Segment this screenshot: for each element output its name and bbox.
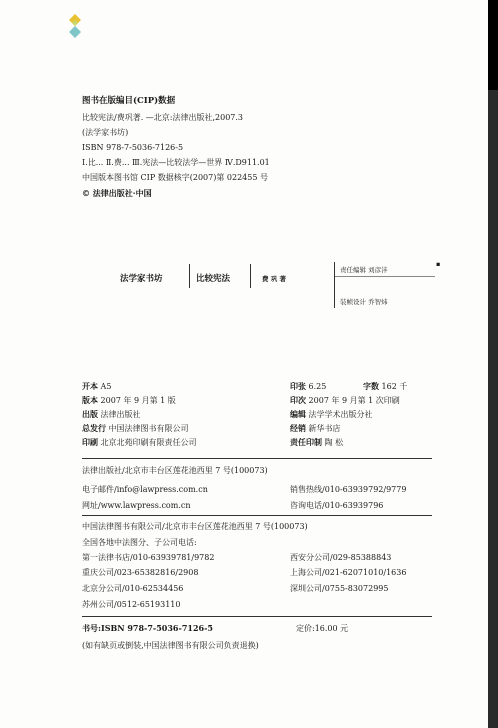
title-divider-3 (334, 262, 335, 308)
distributor-address: 中国法律图书有限公司/北京市丰台区莲花池西里 7 号(100073) (82, 522, 308, 531)
divider-2 (82, 515, 432, 516)
title-divider-2 (250, 264, 251, 288)
spec-edition-label: 版本 (82, 395, 98, 405)
branch-left-1: 第一法律书店/010-63939781/9782 (82, 553, 215, 562)
book-title: 比较宪法 (196, 274, 231, 284)
spec-format-value: A5 (100, 382, 112, 391)
spec-sheets-value: 6.25 (308, 382, 327, 391)
spec-printing-label: 印次 (290, 395, 306, 405)
spec-edition-value: 2007 年 9 月第 1 版 (100, 396, 176, 405)
diamond-logo-icon (68, 14, 82, 38)
cip-line-5: 中国版本图书馆 CIP 数据核字(2007)第 022455 号 (82, 173, 268, 182)
divider-3 (82, 616, 432, 617)
spec-printer-label: 印刷 (82, 437, 98, 447)
cip-line-4: Ⅰ.比... Ⅱ.费... Ⅲ.宪法—比较法学—世界 Ⅳ.D911.01 (82, 158, 270, 167)
branch-left-2: 重庆公司/023-65382816/2908 (82, 568, 199, 577)
spec-wordcount-value: 162 千 (381, 382, 408, 391)
cip-line-3: ISBN 978-7-5036-7126-5 (82, 143, 184, 152)
cip-line-1: 比较宪法/费巩著. —北京:法律出版社,2007.3 (82, 113, 244, 122)
spec-seller-label: 经销 (290, 423, 306, 433)
consult-phone: 咨询电话/010-63939796 (290, 501, 384, 510)
spec-wordcount-label: 字数 (363, 381, 379, 391)
branch-right-2: 上海公司/021-62071010/1636 (290, 568, 407, 577)
spec-printer-value: 北京北苑印刷有限责任公司 (100, 438, 197, 447)
return-note: (如有缺页或倒装,中国法律图书有限公司负责退换) (82, 641, 259, 650)
responsible-editor: 责任编辑 刘彦沣 (340, 266, 388, 274)
spec-publisher-label: 出版 (82, 409, 98, 419)
distributor-intro: 全国各地中法图分、子公司电话: (82, 538, 197, 547)
spec-editorial-value: 法学学术出版分社 (308, 410, 373, 419)
page-edge-strip-top (488, 0, 498, 90)
branch-left-4: 苏州公司/0512-65193110 (82, 600, 181, 609)
sales-hotline: 销售热线/010-63939792/9779 (290, 485, 407, 494)
series-name: 法学家书坊 (120, 274, 163, 284)
spec-printing-value: 2007 年 9 月第 1 次印刷 (308, 396, 400, 405)
publisher-email: 电子邮件/info@lawpress.com.cn (82, 485, 208, 494)
spec-sheets-label: 印张 (290, 381, 306, 391)
divider-1 (82, 458, 432, 459)
branch-left-3: 北京分公司/010-62534456 (82, 584, 184, 593)
editor-rule (335, 276, 435, 277)
branch-right-3: 深圳公司/0755-83072995 (290, 584, 389, 593)
corner-mark-icon: ▪ (436, 260, 441, 268)
spec-distributor-label: 总发行 (82, 423, 106, 433)
spec-format-label: 开本 (82, 381, 98, 391)
spec-distributor-value: 中国法律图书有限公司 (108, 424, 189, 433)
cip-title: 图书在版编目(CIP)数据 (82, 96, 176, 106)
publisher-address: 法律出版社/北京市丰台区莲花池西里 7 号(100073) (82, 466, 268, 475)
isbn: 书号:ISBN 978-7-5036-7126-5 (82, 623, 213, 633)
price: 定价:16.00 元 (296, 624, 349, 633)
publisher-website: 网址/www.lawpress.com.cn (82, 501, 191, 510)
cip-line-2: (法学家书坊) (82, 128, 129, 137)
spec-editorial-label: 编辑 (290, 409, 306, 419)
spec-print-supervisor-value: 陶 松 (324, 438, 344, 447)
publisher-mark: © 法律出版社·中国 (82, 188, 152, 198)
page-edge-strip (488, 0, 498, 728)
author: 费 巩 著 (262, 275, 287, 283)
spec-print-supervisor-label: 责任印制 (290, 437, 322, 447)
branch-right-1: 西安分公司/029-85388843 (290, 553, 392, 562)
spec-publisher-value: 法律出版社 (100, 410, 141, 419)
cover-designer: 装帧设计 乔智炜 (340, 298, 388, 306)
spec-seller-value: 新华书店 (308, 424, 341, 433)
title-divider-1 (189, 264, 190, 288)
